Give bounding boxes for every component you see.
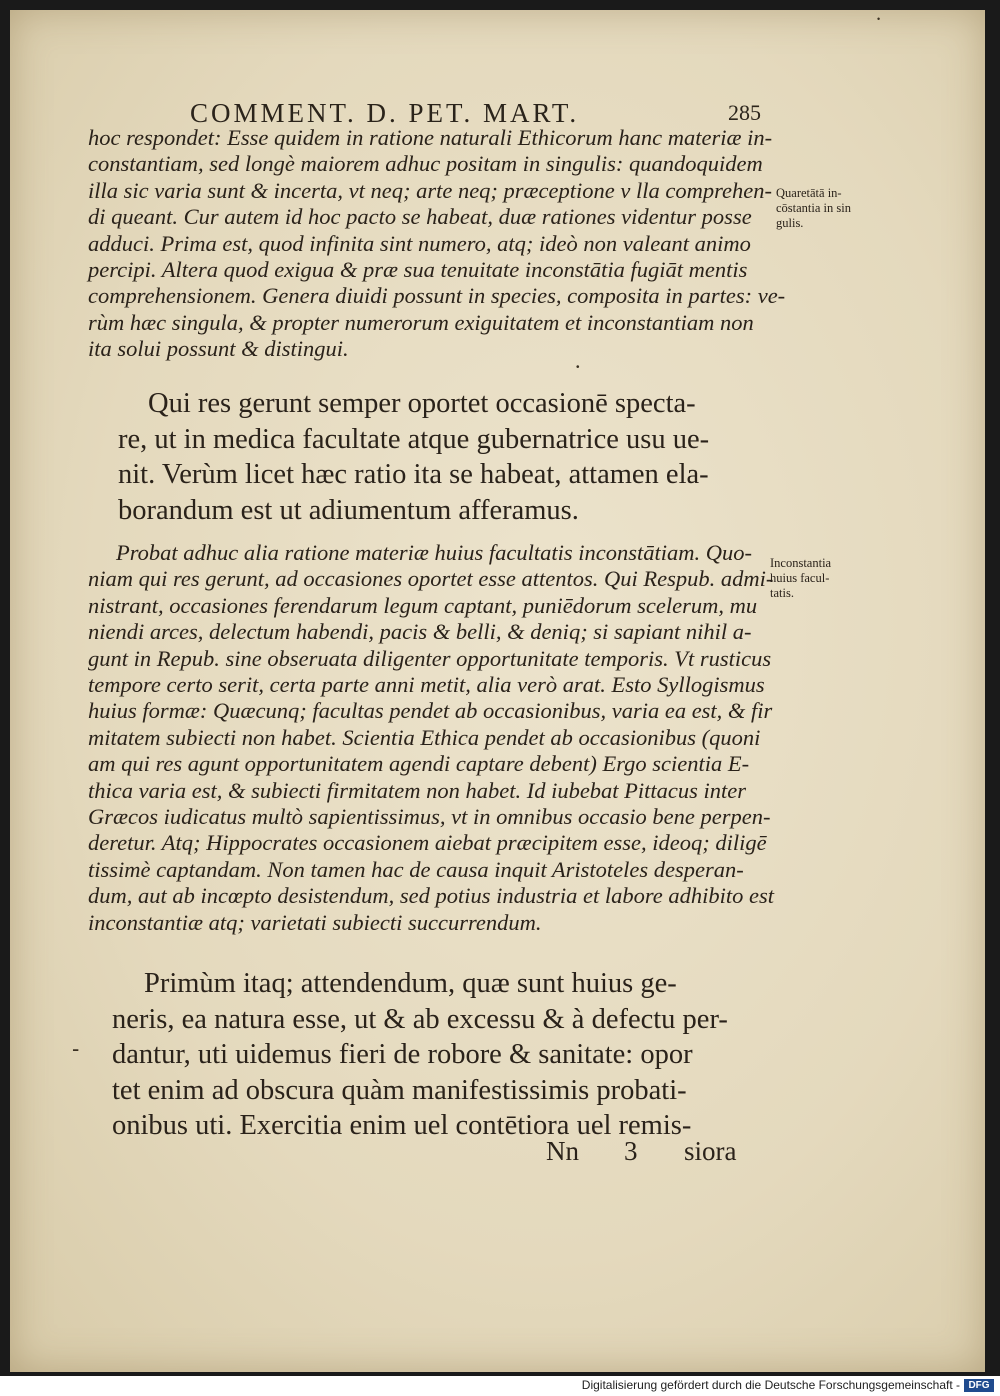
note-line: huius facul- (770, 571, 830, 585)
footer-bar (0, 1376, 1000, 1396)
text-line: niam qui res gerunt, ad occasiones oportet esse attentos. Qui Respub. admi- (88, 566, 774, 592)
text-line: nit. Verùm licet hæc ratio ita se habeat, attamen ela- (118, 459, 709, 490)
text-line: thica varia est, & subiecti firmitatem non habet. Id iubebat Pittacus inter (88, 777, 747, 803)
text-line: nistrant, occasiones ferendarum legum captant, puniēdorum scelerum, mu (88, 592, 758, 618)
text-line: onibus uti. Exercitia enim uel contētiora uel remis- (112, 1110, 692, 1141)
text-line: niendi arces, delectum habendi, pacis & belli, & deniq; si sapiant nihil a- (88, 619, 752, 645)
aristotle-text-block-1 (118, 386, 758, 528)
text-line: tet enim ad obscura quàm manifestissimis probati- (112, 1074, 687, 1106)
catchword: siora (684, 1136, 737, 1166)
corner-mark: • (877, 14, 881, 24)
note-line: Quaretātā in- (776, 186, 842, 200)
text-line: am qui res agunt opportunitatem agendi captare debent) Ergo scientia E- (88, 751, 750, 777)
text-line: rùm hæc singula, & propter numerorum exiguitatem et inconstantiam non (88, 309, 754, 335)
text-line: huius formæ: Quæcunq; facultas pendet ab occasionibus, varia ea est, & fir (88, 698, 773, 724)
dfg-logo: DFG (964, 1379, 994, 1392)
signature-number: 3 (624, 1136, 638, 1166)
text-line: inconstantiæ atq; varietati subiecti succurrendum. (88, 909, 542, 935)
text-line: Græcos iudicatus multò sapientissimus, vt in omnibus occasio bene perpen- (88, 804, 771, 830)
text-line: constantiam, sed longè maiorem adhuc positam in singulis: quandoquidem (88, 151, 763, 177)
running-head: COMMENT. D. PET. MART. (190, 98, 580, 128)
text-line: Primùm itaq; attendendum, quæ sunt huius ge- (144, 968, 677, 999)
text-line: Probat adhuc alia ratione materiæ huius facultatis inconstātiam. Quo- (116, 540, 753, 565)
text-line: Qui res gerunt semper oportet occasionē specta- (148, 388, 696, 419)
footer-credit: Digitalisierung gefördert durch die Deutsche Forschungsgemeinschaft - (581, 1378, 960, 1392)
note-line: gulis. (776, 216, 804, 230)
note-line: tatis. (770, 586, 794, 600)
text-line: percipi. Altera quod exigua & præ sua tenuitate inconstātia fugiāt mentis (88, 257, 748, 283)
text-line: illa sic varia sunt & incerta, vt neq; arte neq; præceptione v lla comprehen- (88, 177, 773, 203)
text-line: dum, aut ab incœpto desistendum, sed potius industria et labore adhibito est (88, 883, 775, 909)
text-line: tempore certo serit, certa parte anni metit, alia verò arat. Esto Syllogismus (88, 672, 765, 698)
text-line: borandum est ut adiumentum afferamus. (118, 494, 579, 526)
text-line: hoc respondet: Esse quidem in ratione naturali Ethicorum hanc materiæ in- (88, 125, 773, 150)
text-line: adduci. Prima est, quod infinita sint numero, atq; ideò non valeant animo (88, 230, 751, 256)
note-line: cōstantia in sin (776, 201, 851, 215)
note-line: Inconstantia (770, 556, 832, 570)
marginal-note-1 (776, 186, 851, 231)
signature-mark: Nn (546, 1136, 579, 1166)
text-line: mitatem subiecti non habet. Scientia Ethica pendet ab occasionibus (quoni (88, 724, 761, 750)
text-line: neris, ea natura esse, ut & ab excessu & à defectu per- (112, 1003, 728, 1035)
ink-dot: • (576, 362, 580, 373)
text-line: gunt in Repub. sine obseruata diligenter opportunitate temporis. Vt rusticus (88, 645, 772, 671)
text-line: deretur. Atq; Hippocrates occasionem aiebat præcipitem esse, ideoq; diligē (88, 830, 767, 856)
commentary-block-2 (88, 540, 775, 936)
text-line: re, ut in medica facultate atque gubernatrice usu ue- (118, 423, 710, 455)
marginal-note-2 (770, 556, 831, 601)
commentary-block-1 (88, 125, 786, 363)
text-line: ita solui possunt & distingui. (88, 336, 349, 362)
margin-dash: - (72, 1036, 80, 1061)
page-number: 285 (728, 100, 761, 125)
text-line: tissimè captandam. Non tamen hac de causa inquit Aristoteles desperan- (88, 856, 744, 882)
text-line: comprehensionem. Genera diuidi possunt in species, composita in partes: ve- (88, 283, 786, 309)
text-line: di queant. Cur autem id hoc pacto se habeat, duæ rationes videntur posse (88, 204, 752, 230)
text-line: dantur, uti uidemus fieri de robore & sanitate: opor (112, 1039, 693, 1070)
aristotle-text-block-2 (112, 966, 752, 1144)
